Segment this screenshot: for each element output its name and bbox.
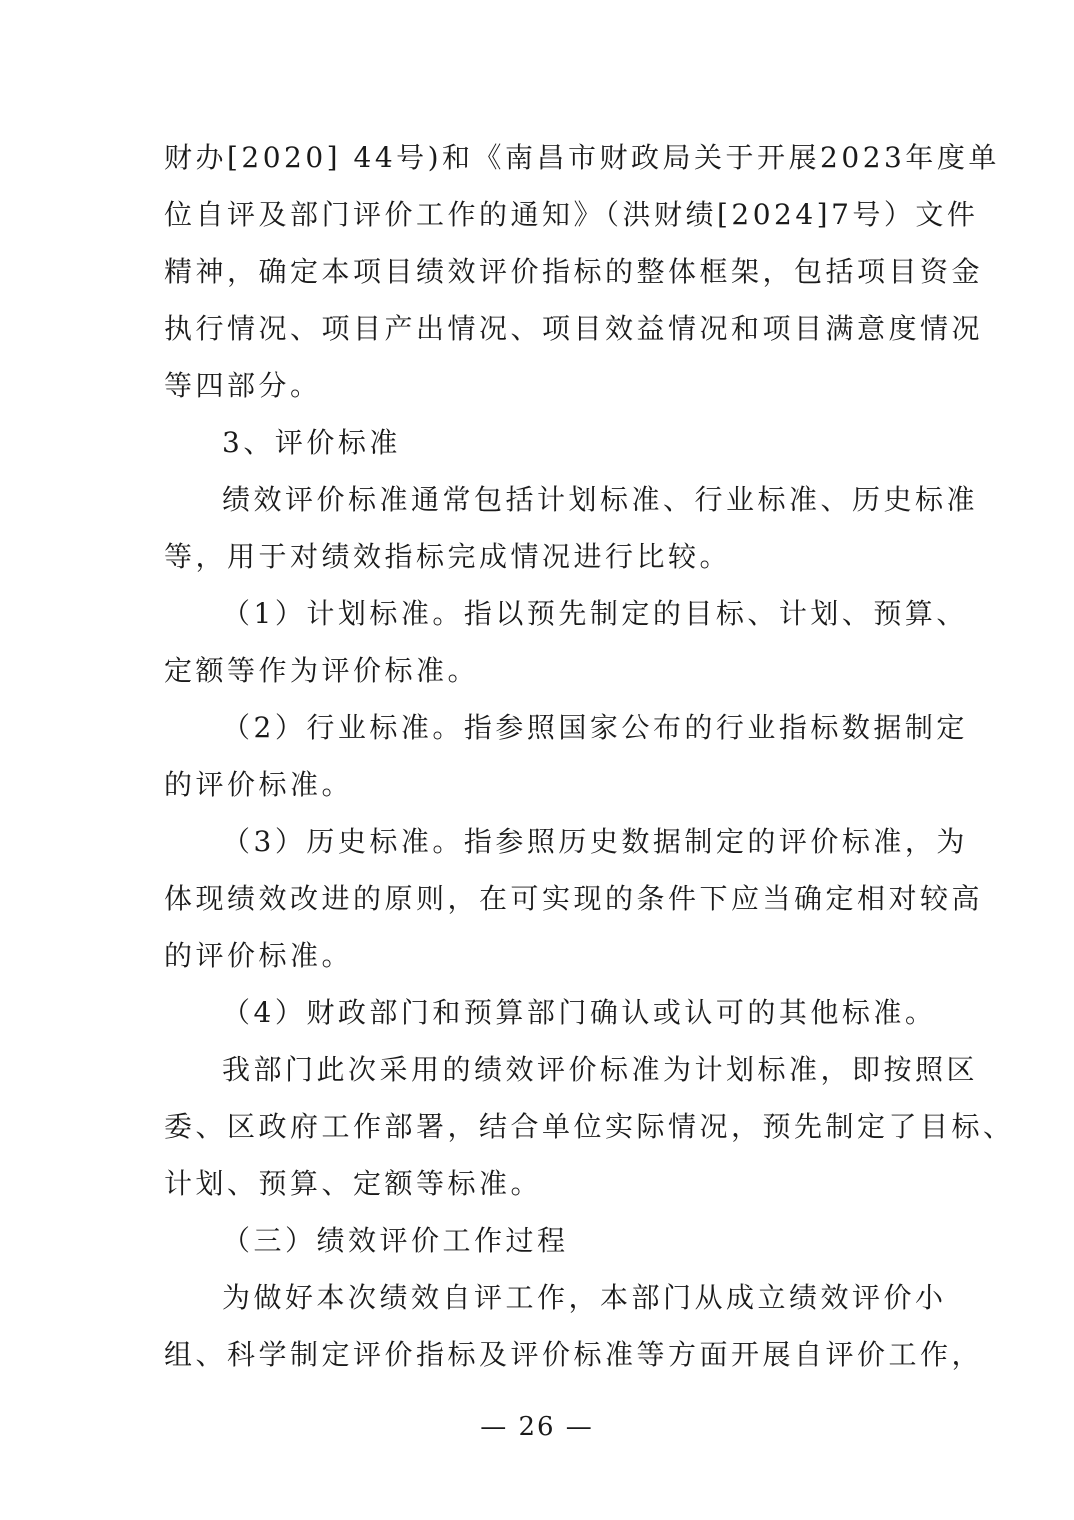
text-line: 的评价标准。 <box>164 768 354 801</box>
text-line: 的评价标准。 <box>164 939 354 972</box>
page-number: — 26 — <box>480 1412 594 1442</box>
text-line: 绩效评价标准通常包括计划标准、行业标准、历史标准 <box>222 483 979 516</box>
section-heading: 3、评价标准 <box>222 426 401 459</box>
text-line: 为做好本次绩效自评工作，本部门从成立绩效评价小 <box>222 1281 947 1314</box>
text-line: 财办[2020] 44号)和《南昌市财政局关于开展2023年度单 <box>164 141 1000 174</box>
text-line: 计划、预算、定额等标准。 <box>164 1167 543 1200</box>
text-line: （1）计划标准。指以预先制定的目标、计划、预算、 <box>222 597 968 630</box>
text-line: （3）历史标准。指参照历史数据制定的评价标准，为 <box>222 825 968 858</box>
text-line: 精神，确定本项目绩效评价指标的整体框架，包括项目资金 <box>164 255 984 288</box>
text-line: 委、区政府工作部署，结合单位实际情况，预先制定了目标、 <box>164 1110 1015 1143</box>
text-line: 我部门此次采用的绩效评价标准为计划标准，即按照区 <box>222 1053 979 1086</box>
text-line: （2）行业标准。指参照国家公布的行业指标数据制定 <box>222 711 968 744</box>
text-line: 组、科学制定评价指标及评价标准等方面开展自评价工作， <box>164 1338 984 1371</box>
text-line: 等，用于对绩效指标完成情况进行比较。 <box>164 540 732 573</box>
text-line: 位自评及部门评价工作的通知》（洪财绩[2024]7号）文件 <box>164 198 979 231</box>
text-line: 定额等作为评价标准。 <box>164 654 480 687</box>
text-line: 体现绩效改进的原则，在可实现的条件下应当确定相对较高 <box>164 882 984 915</box>
text-line: 等四部分。 <box>164 369 322 402</box>
section-heading: （三）绩效评价工作过程 <box>222 1224 569 1257</box>
text-line: 执行情况、项目产出情况、项目效益情况和项目满意度情况 <box>164 312 984 345</box>
text-line: （4）财政部门和预算部门确认或认可的其他标准。 <box>222 996 937 1029</box>
